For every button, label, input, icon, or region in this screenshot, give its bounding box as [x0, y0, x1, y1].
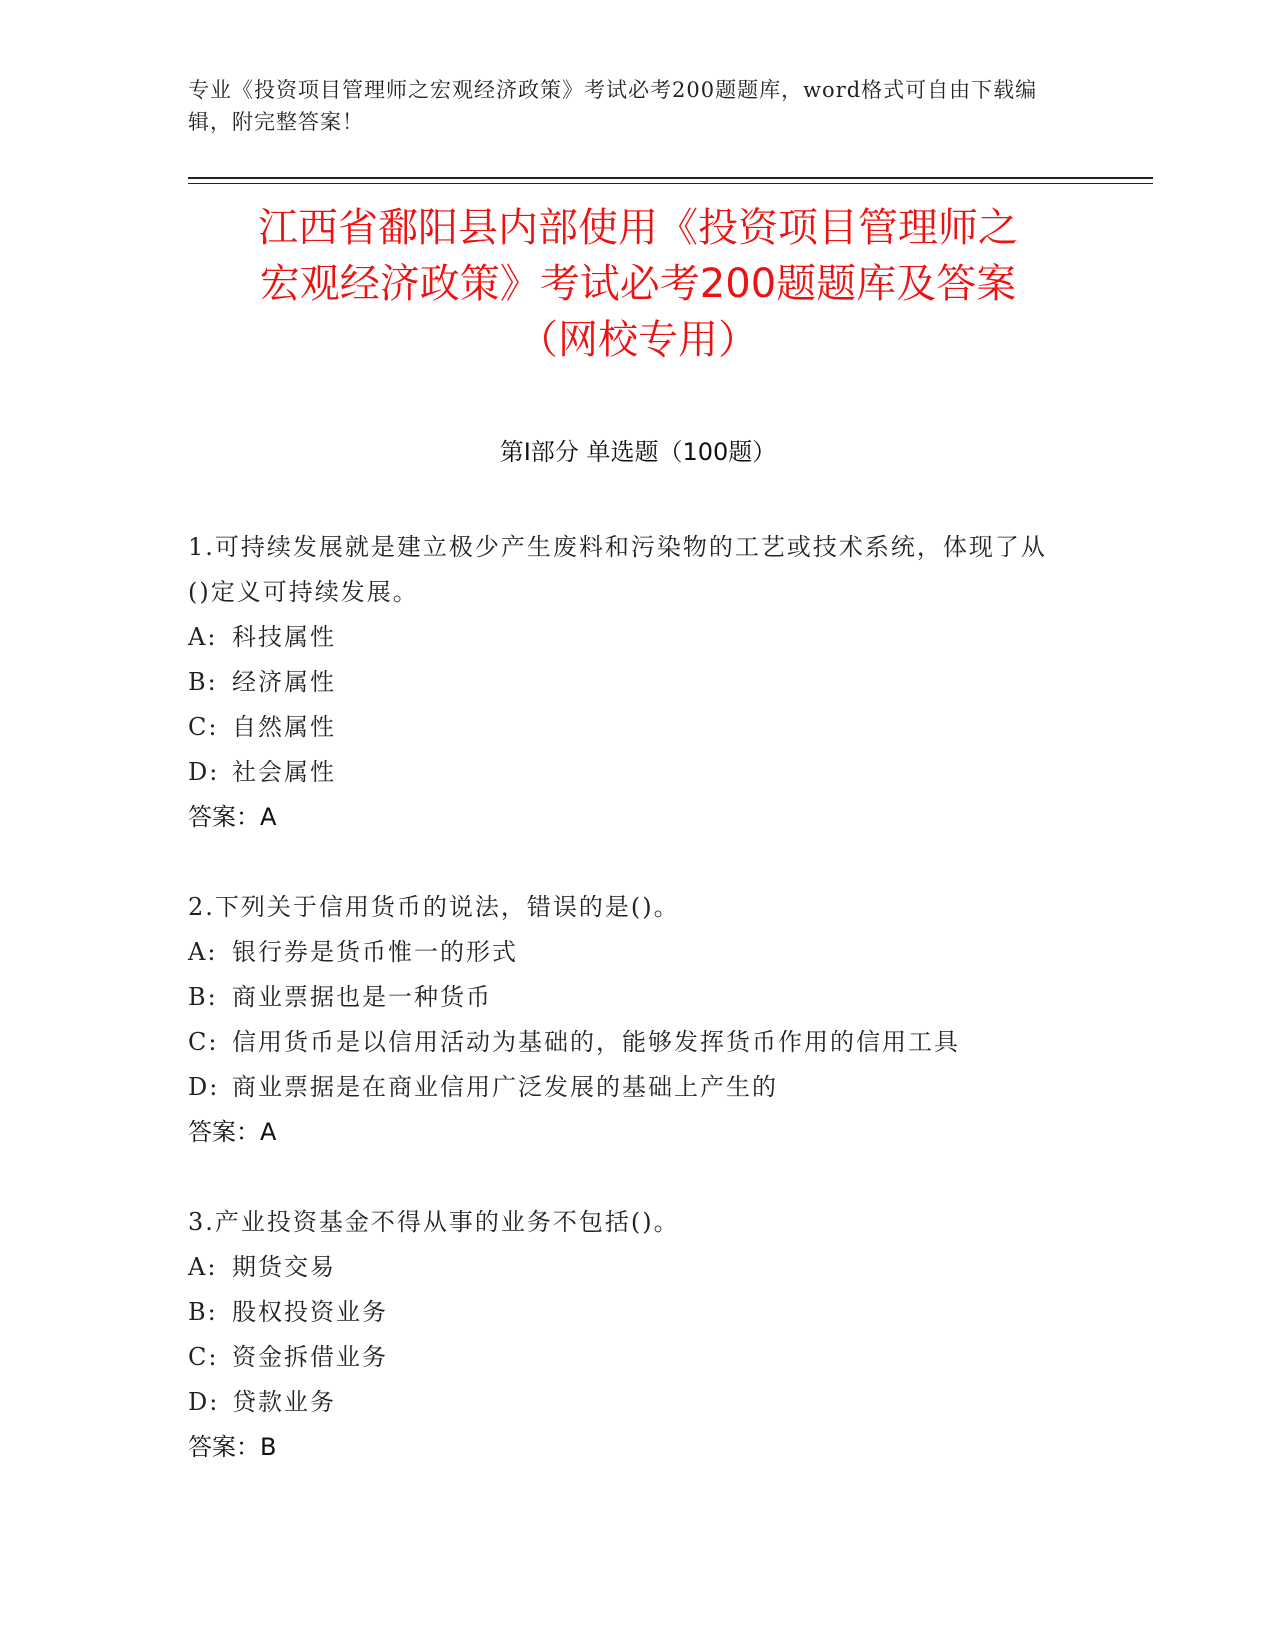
- option-key: B:: [188, 668, 218, 696]
- option-key: D:: [188, 758, 220, 786]
- header-divider-thick: [188, 177, 1153, 179]
- option-text: 贷款业务: [232, 1388, 336, 1416]
- answer-option: [188, 975, 1068, 1020]
- answer-option: [188, 750, 1068, 795]
- title-line: 宏观经济政策》考试必考200题题库及答案: [259, 261, 1017, 307]
- answer-option: [188, 705, 1068, 750]
- question-list: [188, 525, 1068, 1515]
- title-line: （网校专用）: [518, 317, 758, 363]
- option-text: 银行券是货币惟一的形式: [232, 938, 518, 966]
- section-title: 第I部分 单选题（100题）: [499, 438, 777, 466]
- header-note: 专业《投资项目管理师之宏观经济政策》考试必考200题题库，word格式可自由下载编辑，附完整答案！: [188, 78, 1038, 134]
- question-stem: 3.产业投资基金不得从事的业务不包括()。: [188, 1208, 680, 1236]
- question-item: [188, 1200, 1068, 1470]
- option-text: 经济属性: [232, 668, 336, 696]
- option-text: 科技属性: [232, 623, 336, 651]
- option-key: B:: [188, 983, 218, 1011]
- question-stem: 2.下列关于信用货币的说法，错误的是()。: [188, 893, 680, 921]
- question-answer: 答案：A: [188, 1118, 277, 1146]
- option-text: 商业票据是在商业信用广泛发展的基础上产生的: [232, 1073, 778, 1101]
- answer-option: [188, 1020, 1068, 1065]
- option-key: D:: [188, 1388, 220, 1416]
- option-key: C:: [188, 1343, 219, 1371]
- option-key: A:: [188, 623, 218, 651]
- answer-option: [188, 1065, 1068, 1110]
- option-text: 自然属性: [232, 713, 336, 741]
- option-key: A:: [188, 938, 218, 966]
- answer-option: [188, 1245, 1068, 1290]
- answer-option: [188, 1380, 1068, 1425]
- answer-option: [188, 930, 1068, 975]
- document-title: [188, 200, 1088, 368]
- question-stem: 1.可持续发展就是建立极少产生废料和污染物的工艺或技术系统，体现了从()定义可持续发展。: [188, 533, 1047, 606]
- header-divider-thin: [188, 183, 1153, 184]
- answer-option: [188, 615, 1068, 660]
- option-text: 期货交易: [232, 1253, 336, 1281]
- option-key: C:: [188, 713, 219, 741]
- question-item: [188, 885, 1068, 1155]
- option-text: 社会属性: [232, 758, 336, 786]
- question-answer: 答案：A: [188, 803, 277, 831]
- option-key: B:: [188, 1298, 218, 1326]
- answer-option: [188, 1335, 1068, 1380]
- option-text: 股权投资业务: [232, 1298, 388, 1326]
- answer-option: [188, 660, 1068, 705]
- question-answer: 答案：B: [188, 1433, 277, 1461]
- title-line: 江西省鄱阳县内部使用《投资项目管理师之: [258, 205, 1018, 251]
- question-item: [188, 525, 1068, 840]
- option-key: D:: [188, 1073, 220, 1101]
- option-key: C:: [188, 1028, 219, 1056]
- option-text: 信用货币是以信用活动为基础的，能够发挥货币作用的信用工具: [232, 1028, 960, 1056]
- option-text: 商业票据也是一种货币: [232, 983, 492, 1011]
- option-key: A:: [188, 1253, 218, 1281]
- answer-option: [188, 1290, 1068, 1335]
- option-text: 资金拆借业务: [232, 1343, 388, 1371]
